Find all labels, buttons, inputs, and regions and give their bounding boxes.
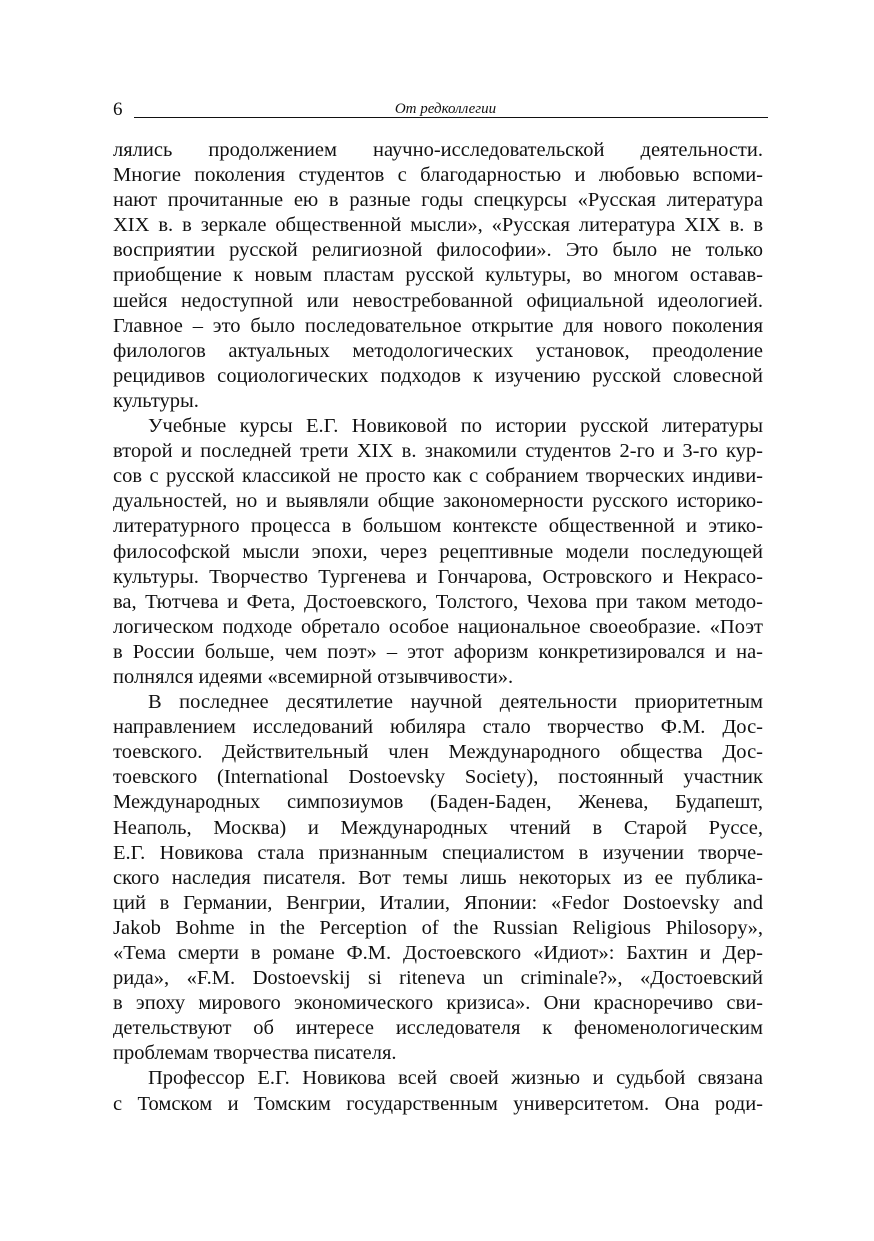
text-line: тоевского. Действительный член Международного общества Дос- bbox=[113, 741, 763, 764]
text-line: тоевского (International Dostoevsky Society), постоянный участник bbox=[113, 766, 763, 789]
header-rule bbox=[134, 117, 768, 118]
text-line: восприятии русской религиозной философии». Это было не только bbox=[113, 239, 763, 262]
text-line: детельствуют об интересе исследователя к феноменологическим bbox=[113, 1017, 763, 1040]
text-line: филологов актуальных методологических установок, преодоление bbox=[113, 339, 763, 362]
text-line: Международных симпозиумов (Баден-Баден, Женева, Будапешт, bbox=[113, 791, 763, 814]
text-line: в России больше, чем поэт» – этот афоризм конкретизировался и на- bbox=[113, 640, 763, 663]
paragraph bbox=[113, 414, 763, 690]
text-line: полнялся идеями «всемирной отзывчивости». bbox=[113, 665, 514, 688]
running-title: От редколлегии bbox=[394, 101, 497, 117]
text-line: Учебные курсы Е.Г. Новиковой по истории русской литературы bbox=[148, 415, 763, 438]
text-line: сов с русской классикой не просто как с собранием творческих индиви- bbox=[113, 465, 763, 488]
text-line: направлением исследований юбиляра стало творчество Ф.М. Дос- bbox=[113, 716, 763, 739]
text-line: приобщение к новым пластам русской культуры, во многом оставав- bbox=[113, 264, 763, 287]
paragraph bbox=[113, 690, 763, 1066]
text-line: лялись продолжением научно-исследовательской деятельности. bbox=[113, 139, 763, 161]
text-line: культуры. Творчество Тургенева и Гончарова, Островского и Некрасо- bbox=[113, 565, 763, 588]
text-line: литературного процесса в большом контексте общественной и этико- bbox=[113, 515, 763, 538]
text-line: ского наследия писателя. Вот темы лишь некоторых из ее публика- bbox=[113, 866, 763, 889]
text-line: проблемам творчества писателя. bbox=[113, 1042, 397, 1065]
text-line: рида», «F.M. Dostoevskij si riteneva un criminale?», «Достоевский bbox=[113, 967, 763, 990]
paragraph bbox=[113, 1066, 763, 1116]
paragraph bbox=[113, 138, 763, 414]
text-line: XIX в. в зеркале общественной мысли», «Русская литература XIX в. в bbox=[113, 214, 763, 237]
page-number: 6 bbox=[113, 99, 123, 120]
text-line: ций в Германии, Венгрии, Италии, Японии: «Fedor Dostoevsky and bbox=[113, 891, 763, 914]
text-line: логическом подходе обретало особое национальное своеобразие. «Поэт bbox=[113, 615, 763, 638]
text-line: ва, Тютчева и Фета, Достоевского, Толстого, Чехова при таком методо- bbox=[113, 590, 763, 613]
text-line: рецидивов социологических подходов к изучению русской словесной bbox=[113, 364, 763, 387]
text-line: философской мысли эпохи, через рецептивные модели последующей bbox=[113, 540, 763, 563]
text-line: с Томском и Томским государственным университетом. Она роди- bbox=[113, 1092, 763, 1115]
text-line: нают прочитанные ею в разные годы спецкурсы «Русская литература bbox=[113, 189, 763, 212]
text-line: шейся недоступной или невостребованной официальной идеологией. bbox=[113, 289, 763, 312]
text-line: Многие поколения студентов с благодарностью и любовью вспоми- bbox=[113, 164, 763, 187]
text-line: Неаполь, Москва) и Международных чтений в Старой Руссе, bbox=[113, 816, 763, 839]
body-text bbox=[113, 138, 763, 1117]
text-line: Е.Г. Новикова стала признанным специалистом в изучении творче- bbox=[113, 841, 763, 864]
text-line: «Тема смерти в романе Ф.М. Достоевского «Идиот»: Бахтин и Дер- bbox=[113, 942, 763, 964]
running-header bbox=[113, 99, 768, 121]
text-line: Профессор Е.Г. Новикова всей своей жизнью и судьбой связана bbox=[148, 1067, 763, 1090]
text-line: В последнее десятилетие научной деятельности приоритетным bbox=[148, 691, 763, 714]
text-line: дуальностей, но и выявляли общие закономерности русского историко- bbox=[113, 490, 763, 513]
text-line: в эпоху мирового экономического кризиса». Они красноречиво сви- bbox=[113, 992, 763, 1015]
text-line: Jakob Bohme in the Perception of the Russian Religious Philosopy», bbox=[113, 916, 763, 939]
text-line: культуры. bbox=[113, 389, 199, 412]
text-line: второй и последней трети XIX в. знакомили студентов 2-го и 3-го кур- bbox=[113, 440, 763, 463]
text-line: Главное – это было последовательное открытие для нового поколения bbox=[113, 314, 763, 337]
